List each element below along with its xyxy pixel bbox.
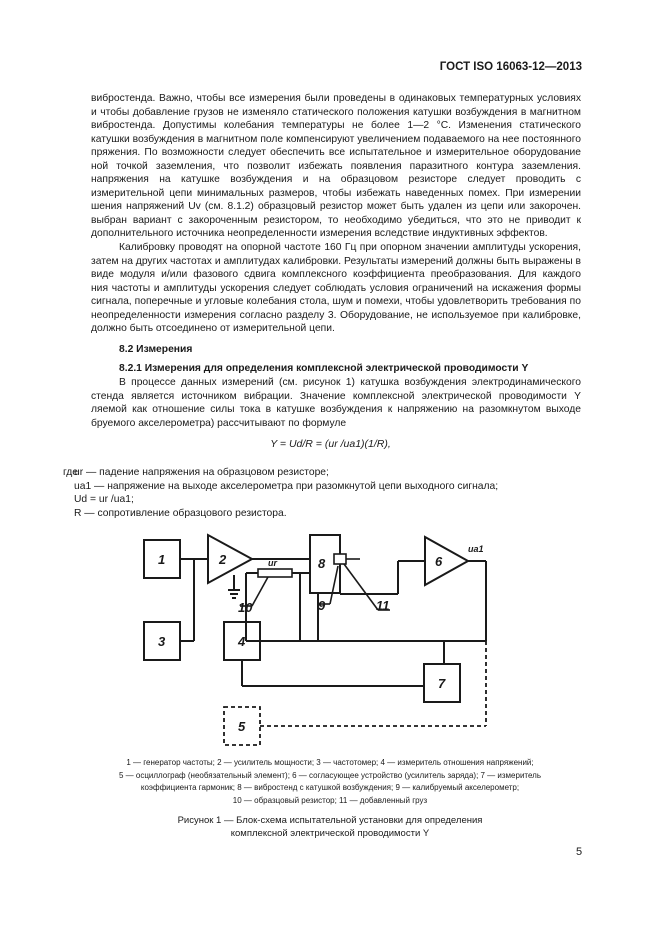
text-line: пряжения. По возможности следует обеспечить все испытательное и измерительное оборудование (91, 147, 581, 158)
block-label: 4 (238, 634, 246, 649)
block-label: 7 (438, 676, 446, 691)
legend-line: коэффициента гармоник; 8 — вибростенд с катушкой возбуждения; 9 — калибруемый акселерометр; (140, 783, 520, 792)
text-line: вибростенда. Важно, чтобы все измерения были проведены в одинаковых температурных условиях (91, 93, 581, 104)
text-line: стенда является источником вибрации. Значение комплексной электрической проводимости Y (91, 390, 581, 402)
resistor-symbol (258, 569, 292, 577)
text-line: Калибровку проводят на опорной частоте 160 Гц при опорном значении амплитуды ускорения, (119, 242, 581, 253)
block-label: 6 (435, 554, 443, 569)
signal-label-ua1: ua1 (468, 544, 484, 554)
signal-label-ur: ur (268, 558, 277, 568)
legend-line: 10 — образцовый резистор; 11 — добавленный груз (232, 795, 428, 805)
figure-caption (100, 815, 560, 840)
block-label: 2 (219, 552, 227, 567)
block-label: 8 (318, 556, 326, 571)
text-line: бруемого акселерометра) рассчитывают по формуле (91, 417, 347, 429)
section-heading-8-2-1: 8.2.1 Измерения для определения комплексной электрической проводимости Y (119, 363, 529, 374)
definition-item: R — сопротивление образцового резистора. (74, 507, 287, 519)
text-line: напряжения на катушке возбуждения и на образцовом резисторе следует проводить с (91, 174, 581, 185)
block-label: 1 (158, 552, 166, 567)
legend-line: 1 — генератор частоты; 2 — усилитель мощности; 3 — частотомер; 4 — измеритель отношения напряжений; (126, 758, 534, 767)
where-label: где (63, 467, 79, 478)
text-line: ляемой как отношение силы тока в катушке возбуждения к напряжению на разомкнутом выходе (91, 404, 581, 415)
definition-item: Ud = ur /ua1; (74, 494, 134, 505)
figure-legend (70, 757, 590, 807)
text-line: катушки возбуждения в магнитном поле компенсируют увеличением подаваемого на нее постоянного (91, 133, 581, 145)
document-header: ГОСТ ISO 16063-12—2013 (439, 61, 582, 73)
text-line: вибростенда. Допустимы колебания температуры не более 1—2 °С. Изменения статического (91, 120, 581, 131)
text-line: шения напряжений Uv (см. 8.1.2) образцовый резистор может быть удален из цепи или закорочен. (91, 201, 581, 212)
block-charge-amplifier (425, 537, 468, 585)
formula: Y = Ud/R = (ur /ua1)(1/R), (270, 438, 391, 450)
definition-item: ur — падение напряжения на образцовом резисторе; (74, 467, 329, 478)
text-line: сигнала, поперечные и угловые колебания стола, шум и помехи, чтобы удовлетворить требования по (91, 296, 581, 307)
accelerometer-symbol (334, 554, 346, 564)
callout-label: 9 (318, 598, 326, 613)
callout-label: 11 (376, 598, 390, 613)
caption-line: комплексной электрической проводимости Y (230, 827, 430, 839)
section-heading-8-2: 8.2 Измерения (119, 344, 193, 355)
block-label: 3 (158, 634, 166, 649)
text-line: В процессе данных измерений (см. рисунок 1) катушка возбуждения электродинамического (119, 377, 581, 388)
text-line: выбран вариант с закороченным резистором, то необходимо убедиться, что это не приводит к (91, 214, 581, 226)
text-line: дополнительного источника неопределенности измерения вследствие индуктивных эффектов. (91, 228, 548, 239)
text-line: должно быть отсоединено от измерительной цепи. (91, 323, 335, 334)
page-number: 5 (576, 846, 583, 858)
text-line: ния частоты и амплитуды ускорения следует соблюдать условия ограничений на искажения формы (91, 282, 581, 294)
text-line: измерительной цепи минимальных размеров, чтобы избежать наведенных помех. При измерении (91, 187, 581, 199)
callout-label: 10 (238, 600, 253, 615)
text-line: и чтобы добавление грузов не изменяло статического положения катушки возбуждения в магнитном (91, 106, 581, 118)
text-line: затем на других частотах и амплитудах калибровки. Результаты измерений должны быть выражены в (91, 255, 581, 267)
text-line: неопределенности измерения согласно разделу 3. Оборудование, не используемое при калибровке, (91, 309, 581, 321)
text-line: виде модуля и/или фазового сдвига комплексного коэффициента преобразования. Для каждого (91, 269, 581, 280)
caption-line: Рисунок 1 — Блок-схема испытательной установки для определения (177, 815, 483, 826)
legend-line: 5 — осциллограф (необязательный элемент); 6 — согласующее устройство (усилитель заряда); 7 — измеритель (118, 770, 542, 780)
block-label: 5 (238, 719, 246, 734)
text-line: ной точкой заземления, что позволит избежать появления паразитного контура заземления. (91, 160, 581, 172)
definition-item: ua1 — напряжение на выходе акселерометра при разомкнутой цепи выходного сигнала; (74, 480, 499, 492)
